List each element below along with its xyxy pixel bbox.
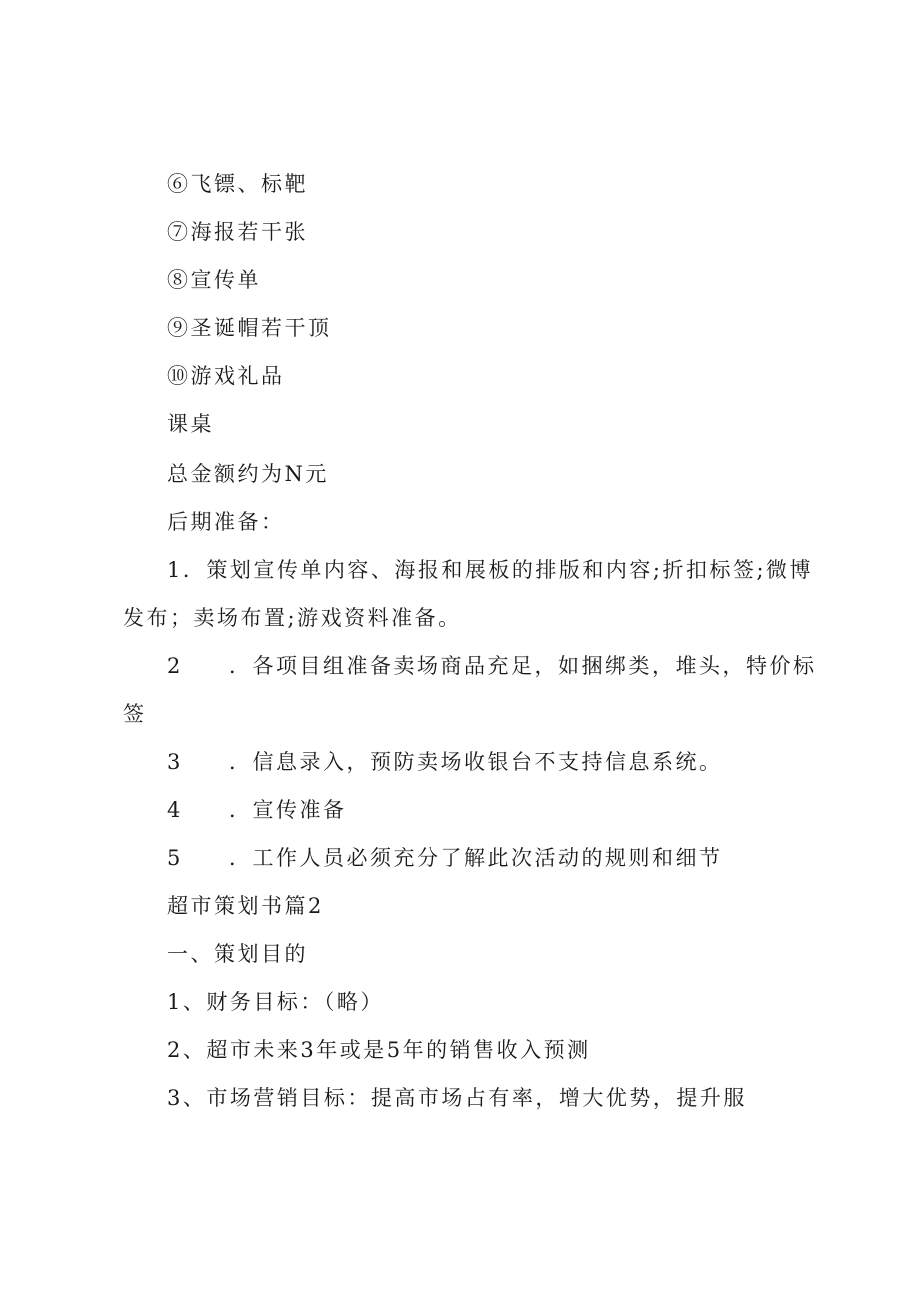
item-9-line: ⑨圣诞帽若干顶	[167, 316, 332, 340]
step-text: ．各项目组准备卖场商品充足，如捆绑类，堆头，特价标	[229, 654, 817, 678]
step-number: 3	[167, 750, 183, 774]
desk-line: 课桌	[167, 412, 214, 436]
step-text: ．工作人员必须充分了解此次活动的规则和细节	[229, 846, 723, 870]
step-number: 4	[167, 798, 183, 822]
later-preparation-heading: 后期准备：	[167, 510, 285, 534]
step-1-continuation: 发布；卖场布置;游戏资料准备。	[123, 606, 462, 630]
step-number: 5	[167, 846, 183, 870]
goal-1-line: 1、财务目标：（略）	[167, 990, 384, 1014]
item-8-line: ⑧宣传单	[167, 268, 261, 292]
goal-3-line: 3、市场营销目标：提高市场占有率，增大优势，提升服	[167, 1086, 747, 1110]
step-number: 2	[167, 654, 183, 678]
item-7-line: ⑦海报若干张	[167, 220, 308, 244]
step-4-line	[167, 796, 347, 824]
section-title: 超市策划书篇2	[167, 894, 324, 918]
step-text: ．策划宣传单内容、海报和展板的排版和内容;折扣标签;微博	[182, 558, 814, 582]
step-5-line	[167, 844, 723, 872]
step-3-line	[167, 748, 723, 776]
step-2-continuation: 签	[123, 702, 147, 726]
step-number: 1	[167, 558, 183, 582]
step-2-line	[167, 652, 817, 680]
step-1-line	[167, 556, 813, 584]
item-6-line: ⑥飞镖、标靶	[167, 172, 308, 196]
section-heading: 一、策划目的	[167, 942, 308, 966]
total-amount-line: 总金额约为N元	[167, 462, 329, 486]
goal-2-line: 2、超市未来3年或是5年的销售收入预测	[167, 1038, 591, 1062]
step-text: ．信息录入，预防卖场收银台不支持信息系统。	[229, 750, 723, 774]
step-text: ．宣传准备	[229, 798, 347, 822]
item-10-line: ⑩游戏礼品	[167, 364, 285, 388]
